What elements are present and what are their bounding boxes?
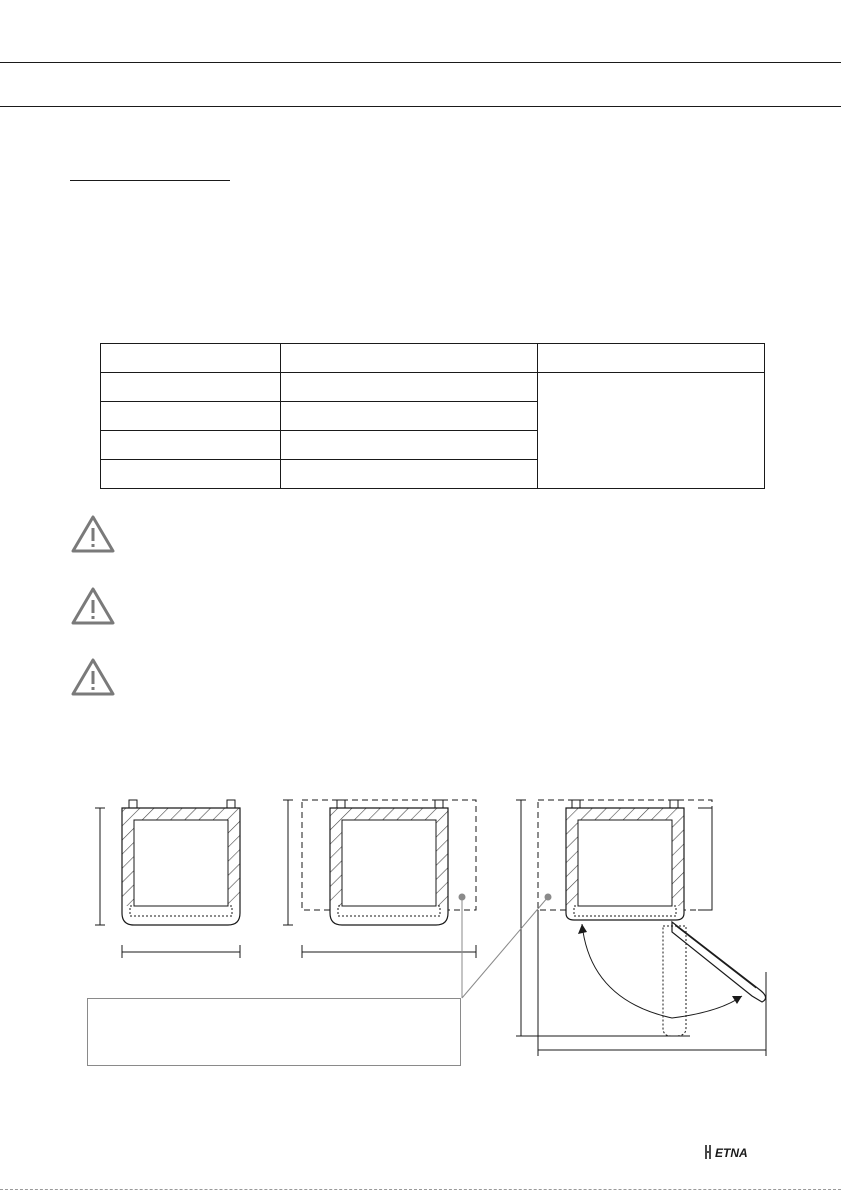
- section-heading-underline: [70, 180, 230, 181]
- table-cell: [101, 431, 281, 460]
- diagram-caption-box: [87, 998, 461, 1066]
- table-cell: [101, 402, 281, 431]
- warning-triangle-icon: [70, 657, 116, 697]
- table-row: [101, 373, 765, 402]
- table-header-row: [101, 344, 765, 373]
- table-cell: [101, 373, 281, 402]
- table-cell: [281, 431, 538, 460]
- svg-text:ETNA: ETNA: [715, 1146, 748, 1160]
- etna-logo: [704, 1143, 752, 1161]
- cabinet-top-view-1: [95, 800, 240, 958]
- table-cell: [281, 460, 538, 489]
- table-cell: [281, 373, 538, 402]
- table-header-cell: [538, 344, 765, 373]
- table-header-cell: [281, 344, 538, 373]
- spec-table: [100, 343, 765, 489]
- page-bottom-edge: [0, 1189, 841, 1190]
- warning-triangle-icon: [70, 586, 116, 626]
- header-rule-bottom: [0, 106, 841, 107]
- table-header-cell: [101, 344, 281, 373]
- table-cell-merged: [538, 373, 765, 489]
- table-cell: [281, 402, 538, 431]
- warning-triangle-icon: [70, 514, 116, 554]
- table-cell: [101, 460, 281, 489]
- cabinet-top-view-3: [516, 800, 766, 1056]
- cabinet-top-view-2: [283, 800, 476, 958]
- header-rule-top: [0, 62, 841, 63]
